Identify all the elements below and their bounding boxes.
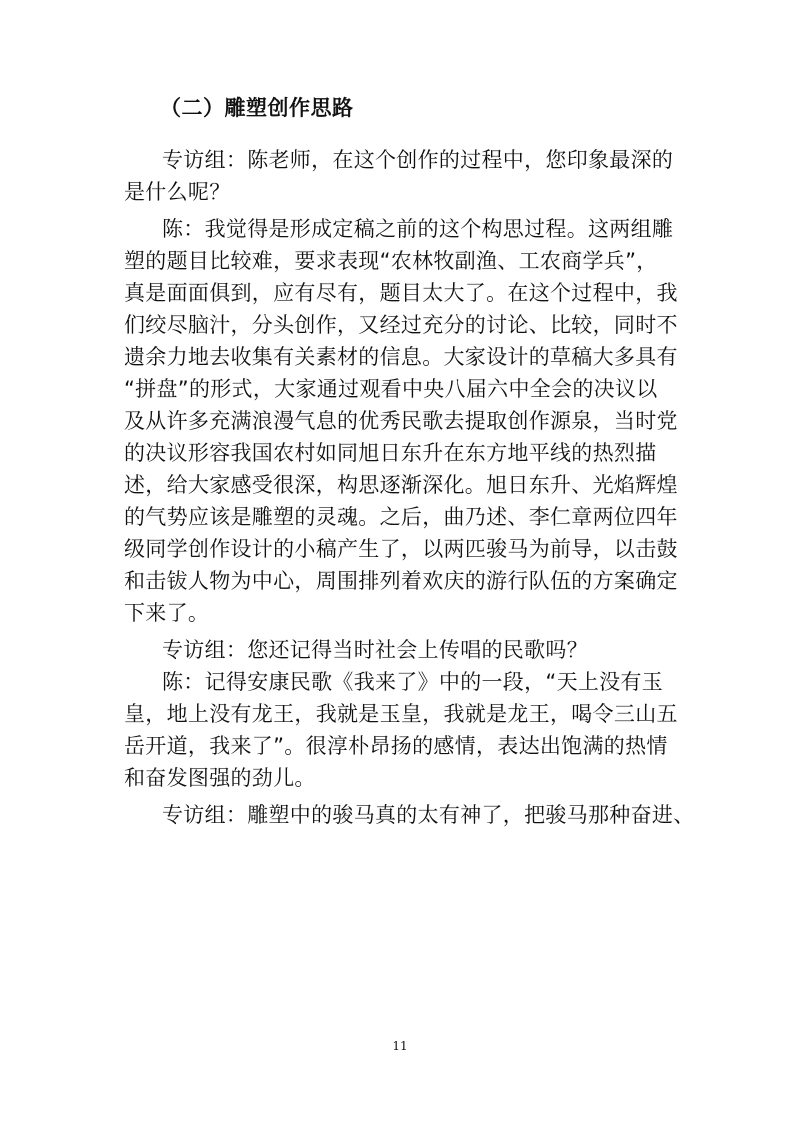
text-line: 下来了。 [124,601,210,625]
body-text [124,144,695,831]
text-line: 的决议形容我国农村如同旭日东升在东方地平线的热烈描 [124,441,657,465]
text-line: 及从许多充满浪漫气息的优秀民歌去提取创作源泉，当时党 [124,409,678,433]
text-line: 遗余力地去收集有关素材的信息。大家设计的草稿大多具有 [124,345,678,369]
paragraph-interviewer-question-1 [124,144,689,208]
text-line: 塑的题目比较难，要求表现“农林牧副渔、工农商学兵”， [124,249,658,273]
text-line: 皇，地上没有龙王，我就是玉皇，我就是龙王，喝令三山五 [124,702,678,726]
page-number: 11 [392,1039,408,1053]
text-line: 专访组：雕塑中的骏马真的太有神了，把骏马那种奋进、 [162,803,695,827]
paragraph-interviewer-question-2 [124,634,689,666]
text-line: 真是面面俱到，应有尽有，题目太大了。在这个过程中，我 [124,281,678,305]
text-line: 陈：记得安康民歌《我来了》中的一段，“天上没有玉 [162,670,664,694]
section-heading: （二）雕塑创作思路 [160,96,354,120]
paragraph-chen-answer-2 [124,666,689,794]
text-line: 专访组：您还记得当时社会上传唱的民歌吗？ [162,638,588,662]
paragraph-interviewer-question-3 [124,799,695,831]
text-line: 和击钹人物为中心，周围排列着欢庆的游行队伍的方案确定 [124,569,678,593]
text-line: 们绞尽脑汁，分头创作，又经过充分的讨论、比较，同时不 [124,313,678,337]
text-line: 专访组：陈老师，在这个创作的过程中，您印象最深的 [162,148,674,172]
text-line: 和奋发图强的劲儿。 [124,766,316,790]
text-line: 级同学创作设计的小稿产生了，以两匹骏马为前导，以击鼓 [124,537,678,561]
paragraph-chen-answer-1 [124,213,689,629]
text-line: “拼盘”的形式，大家通过观看中央八届六中全会的决议以 [124,377,658,401]
text-line: 陈：我觉得是形成定稿之前的这个构思过程。这两组雕 [162,217,674,241]
text-line: 是什么呢？ [124,180,231,204]
text-line: 述，给大家感受很深，构思逐渐深化。旭日东升、光焰辉煌 [124,473,678,497]
text-line: 的气势应该是雕塑的灵魂。之后，曲乃述、李仁章两位四年 [124,505,678,529]
text-line: 岳开道，我来了”。很淳朴昂扬的感情，表达出饱满的热情 [124,734,668,758]
